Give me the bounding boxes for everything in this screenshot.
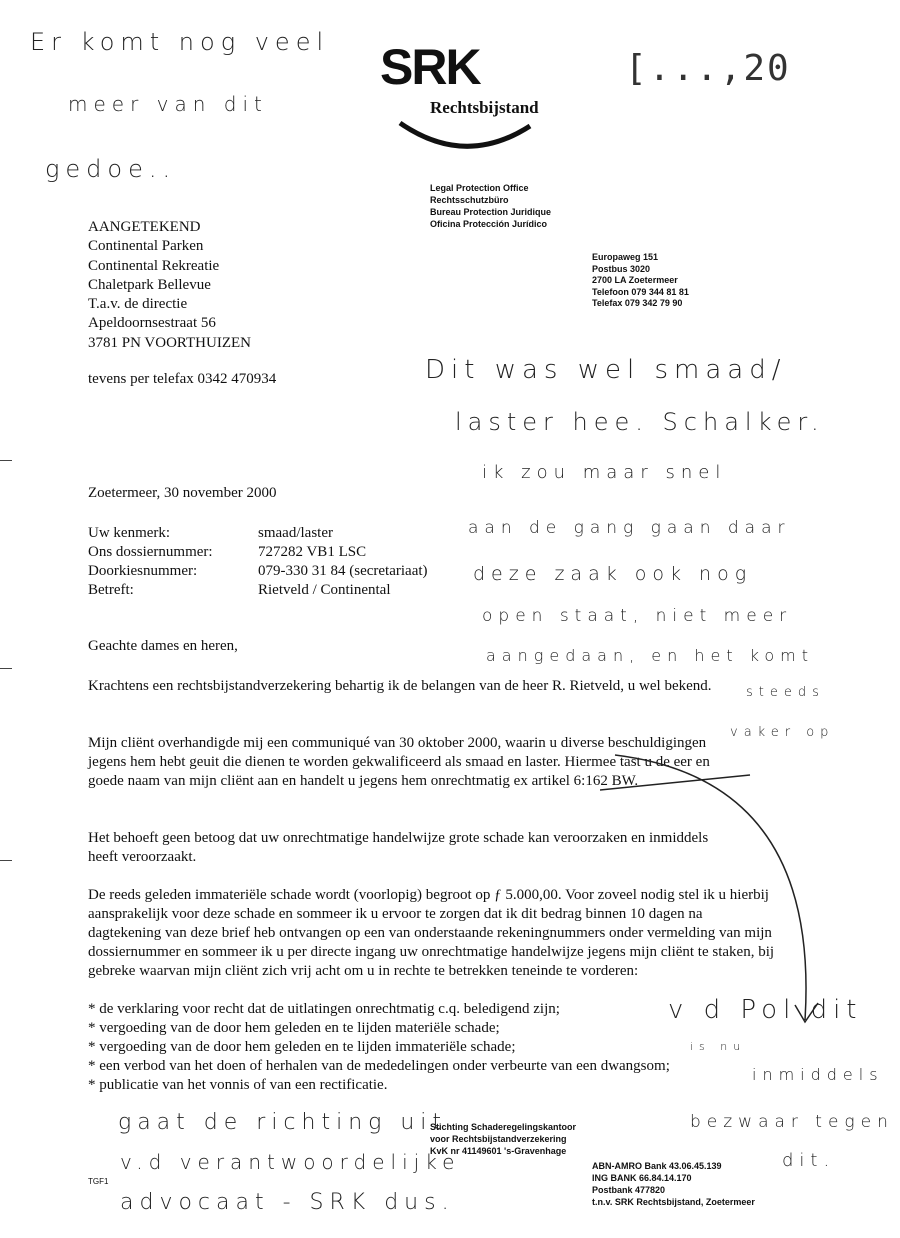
recipient-line: 3781 PN VOORTHUIZEN — [88, 334, 251, 351]
arrow-icon — [600, 740, 850, 1030]
srk-logo: SRK — [380, 39, 480, 95]
handwritten-note: vaker op — [730, 725, 835, 740]
handwritten-note: bezwaar tegen — [690, 1112, 894, 1132]
reference-row — [88, 562, 428, 581]
scan-mark — [0, 668, 12, 669]
paragraph: Krachtens een rechtsbijstandverzekering behartig ik de belangen van de heer R. Rietveld, u wel bekend. — [88, 678, 712, 694]
handwritten-note: gaat de richting uit — [118, 1110, 448, 1135]
office-line: Oficina Protección Jurídico — [430, 219, 548, 229]
paragraph: Het behoeft geen betoog dat uw onrechtmatige handelwijze grote schade kan veroorzaken en inmiddels heeft veroorzaakt. — [88, 830, 709, 865]
fax-line: tevens per telefax 0342 470934 — [88, 371, 277, 387]
handwritten-note: gedoe.. — [45, 155, 177, 183]
paragraph: De reeds geleden immateriële schade wordt (voorlopig) begroot op ƒ 5.000,00. Voor zoveel nodig stel ik u hierbij aansprakelijk voor deze schade en sommeer ik u ervoor te zorgen dat ik dit bedrag binnen 10 dagen na dagtekening van deze brief heb ontvangen op een van onderstaande rekeningnummers onder vermelding van mijn dossiernummer en sommeer ik u per directe ingang uw onrechtmatige handelwijze jegens mijn cliënt te staken, bij gebreke waarvan mijn cliënt zich vrij acht om u in rechte te betrekken teneinde te vorderen: — [88, 887, 775, 979]
handwritten-note: deze zaak ook nog — [473, 563, 753, 585]
reference-label: Betreft: — [88, 582, 134, 598]
office-line: Rechtsschutzbüro — [430, 195, 509, 205]
footer-line: t.n.v. SRK Rechtsbijstand, Zoetermeer — [592, 1197, 755, 1207]
claim-item: * vergoeding van de door hem geleden en te lijden immateriële schade; — [88, 1039, 516, 1055]
scan-mark — [0, 460, 12, 461]
address-line: Postbus 3020 — [592, 263, 651, 274]
claim-item: * een verbod van het doen of herhalen van de mededelingen onder verbeurte van een dwangsom; — [88, 1058, 670, 1074]
recipient-line: Apeldoornsestraat 56 — [88, 315, 216, 332]
footer-line: ING BANK 66.84.14.170 — [592, 1173, 692, 1183]
footer-line: KvK nr 41149601 's-Gravenhage — [430, 1146, 567, 1156]
address-line: Telefax 079 342 79 90 — [592, 298, 683, 308]
reference-label: Doorkiesnummer: — [88, 563, 198, 579]
reference-label: Uw kenmerk: — [88, 525, 171, 541]
logo-swirl-icon — [395, 118, 535, 158]
reference-label: Ons dossiernummer: — [88, 544, 213, 560]
handwritten-note: Dit was wel smaad/ — [425, 355, 787, 385]
logo-subtitle: Rechtsbijstand — [430, 98, 539, 117]
reference-value: smaad/laster — [258, 525, 333, 541]
recipient-line: Continental Rekreatie — [88, 257, 220, 274]
recipient-line: T.a.v. de directie — [88, 296, 188, 313]
address-line: 2700 LA Zoetermeer — [592, 275, 678, 285]
claim-item: * publicatie van het vonnis of van een rectificatie. — [88, 1077, 388, 1093]
address-line: Europaweg 151 — [592, 252, 659, 262]
reference-row — [88, 581, 428, 600]
handwritten-note: dit. — [782, 1150, 836, 1171]
handwritten-note: meer van dit — [68, 92, 268, 116]
scan-mark — [0, 860, 12, 861]
handwritten-note: open staat, niet meer — [482, 606, 793, 626]
handwritten-note: v d Pol dit — [668, 995, 863, 1025]
recipient-line: AANGETEKEND — [88, 219, 201, 235]
address-line: Telefoon 079 344 81 81 — [592, 286, 689, 297]
paragraph: Mijn cliënt overhandigde mij een communiqué van 30 oktober 2000, waarin u diverse beschuldigingen jegens hem hebt geuit die dienen te worden gekwalificeerd als smaad en laster. Hiermee tast u de eer en goede naam van mijn cliënt aan en handelt u jegens hem onrechtmatig ex artikel 6:162 BW. — [88, 735, 710, 789]
recipient-line: Continental Parken — [88, 238, 204, 255]
reference-row — [88, 524, 428, 543]
bank-info — [592, 1160, 755, 1208]
letter-date: Zoetermeer, 30 november 2000 — [88, 485, 277, 501]
form-code: TGF1 — [88, 1177, 109, 1186]
handwritten-note: aangedaan, en het komt — [486, 646, 815, 665]
handwritten-note: advocaat - SRK dus. — [120, 1190, 455, 1215]
handwritten-note: ik zou maar snel — [482, 462, 727, 483]
date-stamp: [...,20 — [625, 48, 791, 89]
sender-address — [592, 252, 689, 310]
handwritten-note: is nu — [690, 1040, 747, 1053]
handwritten-note: steeds — [746, 685, 825, 700]
reference-value: 079-330 31 84 (secretariaat) — [258, 563, 428, 579]
recipient-line: Chaletpark Bellevue — [88, 276, 211, 293]
footer-line: Stichting Schaderegelingskantoor — [430, 1122, 577, 1132]
claim-item: * de verklaring voor recht dat de uitlatingen onrechtmatig c.q. beledigend zijn; — [88, 1001, 560, 1017]
reference-row — [88, 543, 428, 562]
handwritten-note: laster hee. Schalker. — [455, 408, 825, 436]
footer-line: voor Rechtsbijstandverzekering — [430, 1134, 567, 1144]
reference-table — [88, 524, 428, 600]
office-names — [430, 182, 551, 230]
claim-item: * vergoeding van de door hem geleden en te lijden materiële schade; — [88, 1020, 500, 1036]
recipient-address — [88, 218, 251, 353]
salutation: Geachte dames en heren, — [88, 638, 238, 654]
handwritten-note: v.d verantwoordelijke — [120, 1150, 461, 1174]
footer-line: Postbank 477820 — [592, 1185, 666, 1195]
handwritten-note: inmiddels — [752, 1065, 884, 1084]
office-line: Legal Protection Office — [430, 183, 529, 193]
handwritten-note: aan de gang gaan daar — [468, 518, 791, 538]
handwritten-note: Er komt nog veel — [30, 28, 330, 56]
reference-value: Rietveld / Continental — [258, 582, 391, 598]
footer-line: ABN-AMRO Bank 43.06.45.139 — [592, 1161, 722, 1171]
office-line: Bureau Protection Juridique — [430, 207, 552, 217]
reference-value: 727282 VB1 LSC — [258, 544, 367, 560]
